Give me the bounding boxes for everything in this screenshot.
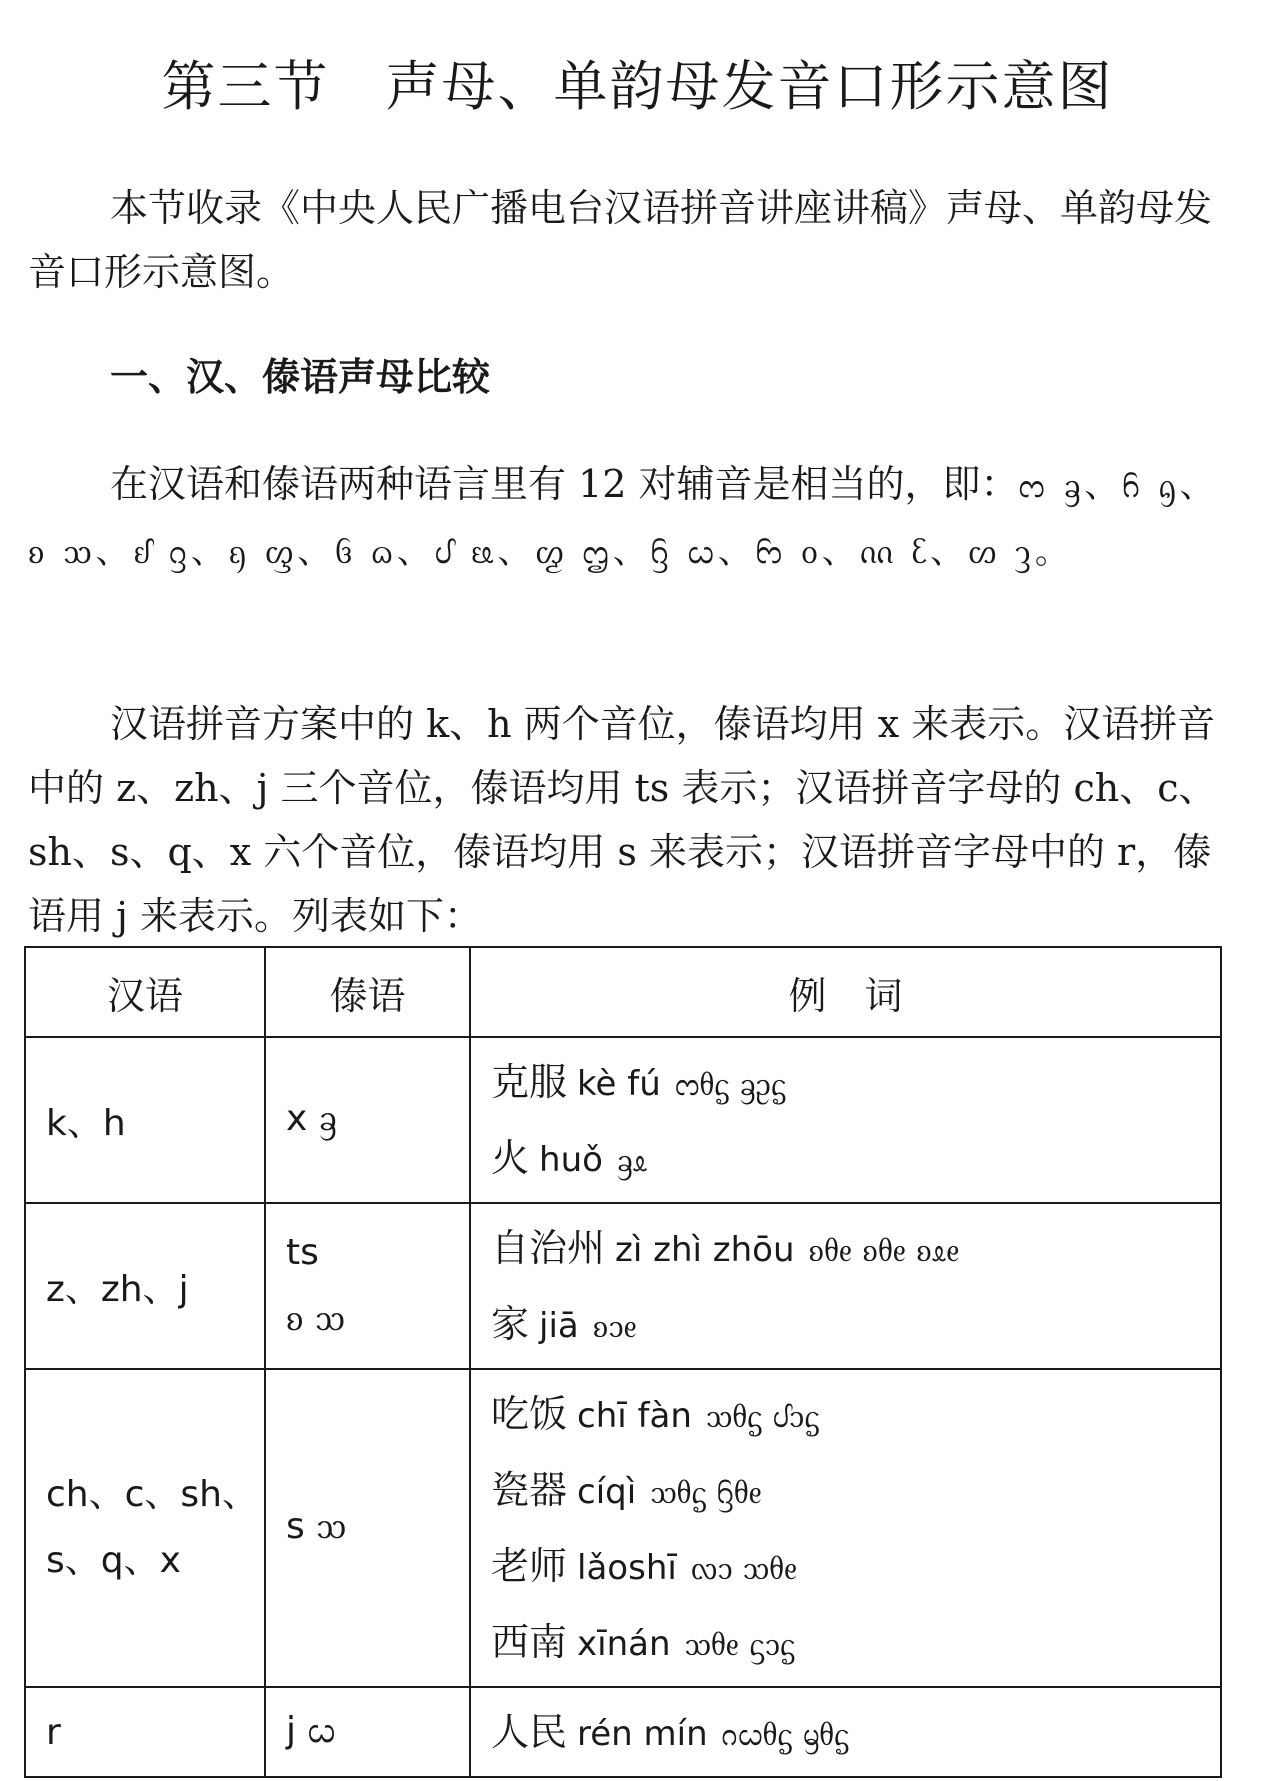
phoneme-mapping-paragraph: 汉语拼音方案中的 k、h 两个音位，傣语均用 x 来表示。汉语拼音中的 z、zh、j 三个音位，傣语均用 ts 表示；汉语拼音字母的 ch、c、sh、s、q、x 六个音位，傣语均用 s 来表示；汉语拼音字母中的 r，傣语用 j 来表示。列表如下： bbox=[28, 702, 1217, 938]
example-chinese: 克服 bbox=[491, 1060, 568, 1104]
header-dai: 傣语 bbox=[265, 947, 470, 1037]
example-chinese: 人民 bbox=[491, 1710, 568, 1754]
example-pinyin: kè fú bbox=[577, 1064, 661, 1104]
example-chinese: 西南 bbox=[491, 1620, 568, 1664]
dai-cell: x ᦃ bbox=[265, 1037, 470, 1203]
example-chinese: 火 bbox=[491, 1136, 530, 1180]
example-item bbox=[491, 1604, 1219, 1680]
examples-cell bbox=[470, 1203, 1221, 1369]
table-header-row bbox=[25, 947, 1221, 1037]
example-pinyin: xīnán bbox=[577, 1624, 671, 1664]
example-item bbox=[491, 1120, 1219, 1196]
example-dai: ᦉᦲᧉ ᦓᦱᧃ bbox=[684, 1625, 796, 1663]
consonant-pairs-paragraph bbox=[28, 452, 1218, 584]
examples-cell bbox=[470, 1037, 1221, 1203]
example-dai: ᦈᦱᧉ bbox=[592, 1307, 637, 1345]
example-dai: ᦈᦲᧉ ᦈᦲᧉ ᦈᦸᧉ bbox=[808, 1231, 960, 1269]
example-chinese: 自治州 bbox=[491, 1226, 606, 1270]
comparison-table bbox=[24, 946, 1222, 1778]
consonant-pairs-dai: ᦂ ᦃ、ᦆ ᦇ、ᦈ ᦉ、ᦊ ᦋ、ᦏ ᦐ、ᦑ ᦒ、ᦔ ᦕ、ᦖ ᦗ、ᦌ ᦍ、ᦝ ᦞ、ᦶ ᦷ、ᦠ ᦡ。 bbox=[28, 466, 1218, 572]
example-pinyin: rén mín bbox=[577, 1714, 708, 1754]
example-item bbox=[491, 1694, 1219, 1770]
example-dai: ᦉᦲᧃ ᦔᦱᧃ bbox=[705, 1397, 820, 1435]
page-title: 第三节 声母、单韵母发音口形示意图 bbox=[161, 55, 1114, 118]
table-row bbox=[25, 1687, 1221, 1777]
dai-line: ᦈ ᦉ bbox=[286, 1298, 345, 1339]
han-line: s、q、x bbox=[46, 1540, 181, 1581]
consonant-pairs-text: 在汉语和傣语两种语言里有 12 对辅音是相当的，即： bbox=[110, 462, 1019, 506]
dai-cell: s ᦉ bbox=[265, 1369, 470, 1687]
header-examples: 例 词 bbox=[470, 947, 1221, 1037]
dai-cell: j ᦍ bbox=[265, 1687, 470, 1777]
examples-cell bbox=[470, 1369, 1221, 1687]
example-dai: ᦂᦲᧃ ᦃᦳᧃ bbox=[674, 1065, 787, 1103]
table-row bbox=[25, 1037, 1221, 1203]
example-dai: ᦉᦲᧃ ᦌᦲᧉ bbox=[650, 1473, 762, 1511]
header-han: 汉语 bbox=[25, 947, 265, 1037]
example-chinese: 瓷器 bbox=[491, 1468, 568, 1512]
example-pinyin: lǎoshī bbox=[577, 1548, 677, 1588]
han-cell: z、zh、j bbox=[25, 1203, 265, 1369]
han-line: ch、c、sh、 bbox=[46, 1474, 258, 1515]
han-cell: r bbox=[25, 1687, 265, 1777]
example-item bbox=[491, 1452, 1219, 1528]
example-chinese: 吃饭 bbox=[491, 1392, 568, 1436]
dai-line: ts bbox=[286, 1232, 319, 1273]
example-pinyin: chī fàn bbox=[577, 1396, 692, 1436]
han-cell bbox=[25, 1369, 265, 1687]
example-pinyin: huǒ bbox=[539, 1140, 603, 1180]
example-item bbox=[491, 1528, 1219, 1604]
dai-cell bbox=[265, 1203, 470, 1369]
example-item bbox=[491, 1044, 1219, 1120]
example-chinese: 家 bbox=[491, 1302, 530, 1346]
example-item bbox=[491, 1286, 1219, 1362]
table-row bbox=[25, 1203, 1221, 1369]
example-pinyin: cíqì bbox=[577, 1472, 637, 1512]
han-cell: k、h bbox=[25, 1037, 265, 1203]
example-pinyin: jiā bbox=[539, 1306, 579, 1346]
example-item bbox=[491, 1376, 1219, 1452]
intro-paragraph: 本节收录《中央人民广播电台汉语拼音讲座讲稿》声母、单韵母发音口形示意图。 bbox=[28, 186, 1213, 294]
example-pinyin: zì zhì zhōu bbox=[615, 1230, 795, 1270]
table-row bbox=[25, 1369, 1221, 1687]
example-dai: ᦟᦱ ᦉᦲᧉ bbox=[690, 1549, 798, 1587]
section-heading: 一、汉、傣语声母比较 bbox=[110, 355, 491, 399]
example-dai: ᦃᦸ bbox=[616, 1141, 648, 1179]
examples-cell bbox=[470, 1687, 1221, 1777]
example-dai: ᦅᦍᦲᧃ ᦙᦲᧃ bbox=[721, 1715, 850, 1753]
example-chinese: 老师 bbox=[491, 1544, 568, 1588]
example-item bbox=[491, 1210, 1219, 1286]
